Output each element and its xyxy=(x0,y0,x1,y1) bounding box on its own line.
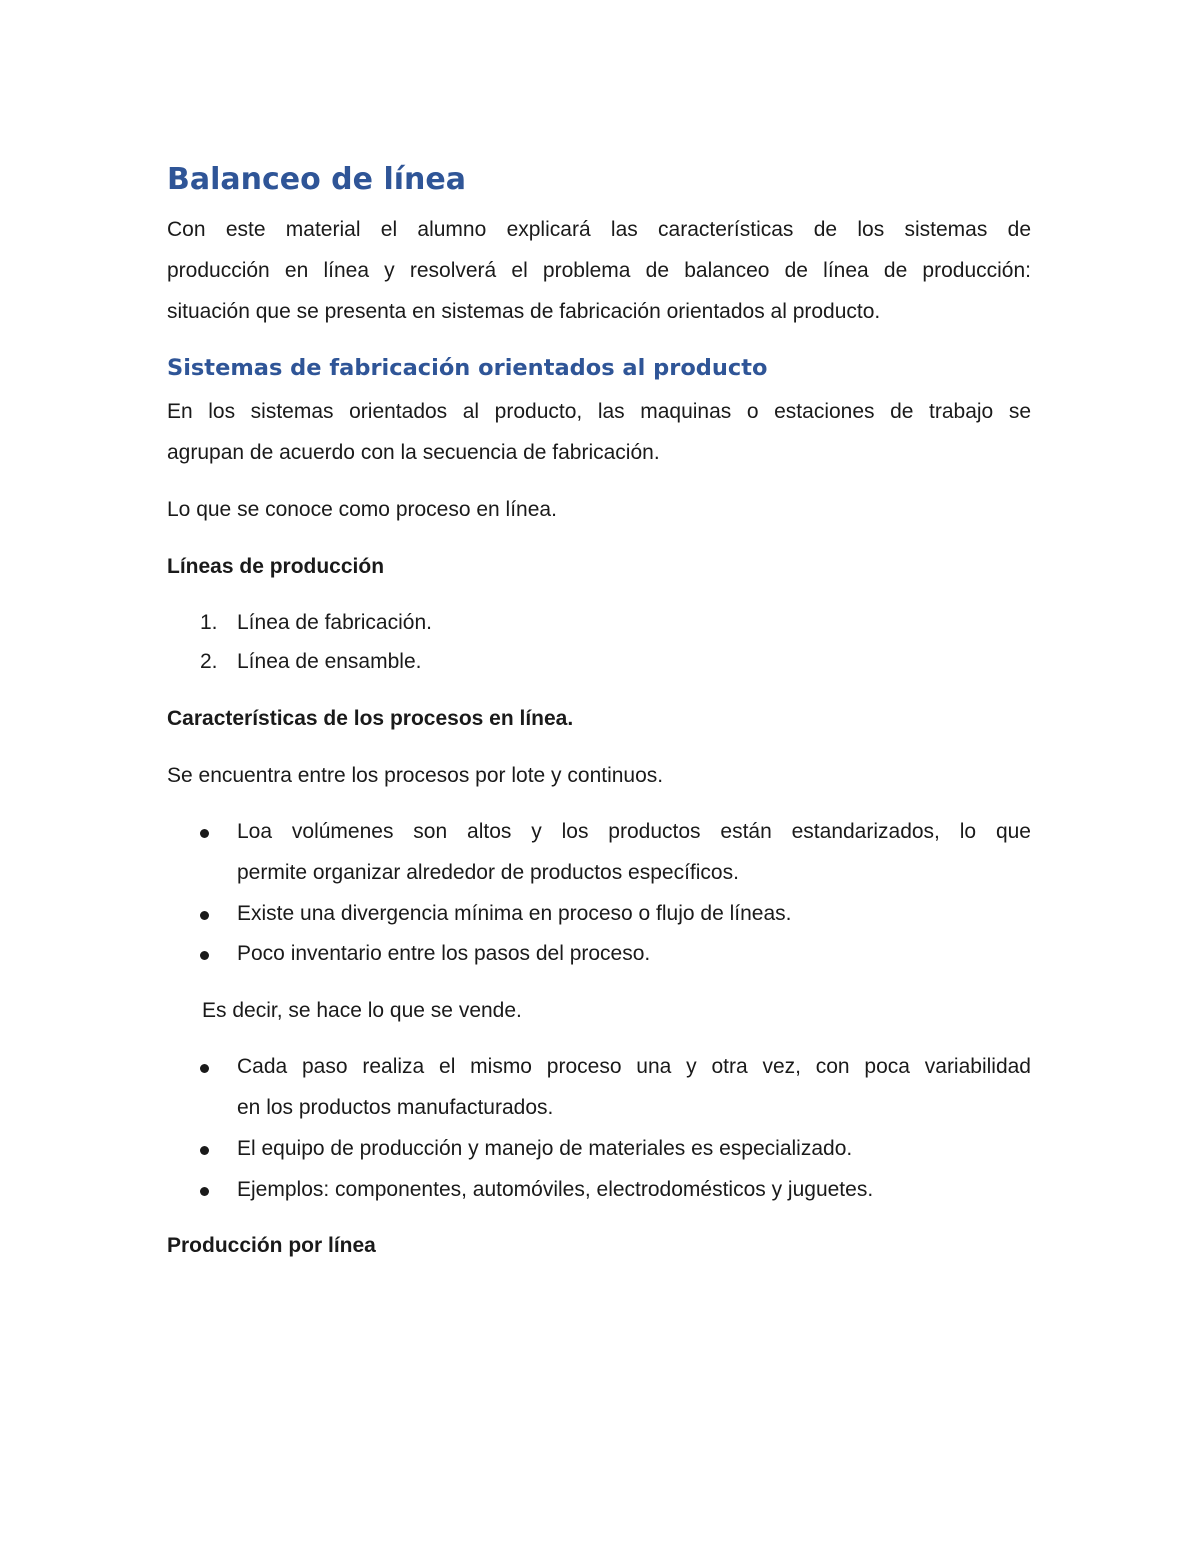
list-item: Línea de ensamble. xyxy=(237,650,422,673)
section-para-line-2: agrupan de acuerdo con la secuencia de fabricación. xyxy=(167,441,660,464)
intro-line-1: Con este material el alumno explicará las características de los sistemas de xyxy=(167,218,1031,241)
bullet-icon xyxy=(200,911,209,920)
section-para-line-1: En los sistemas orientados al producto, las maquinas o estaciones de trabajo se xyxy=(167,400,1031,423)
lineas-heading: Líneas de producción xyxy=(167,555,385,578)
intro-line-3: situación que se presenta en sistemas de fabricación orientados al producto. xyxy=(167,300,881,323)
bullet-icon xyxy=(200,1064,209,1073)
list-item: Loa volúmenes son altos y los productos están estandarizados, lo que xyxy=(237,820,1031,843)
section-heading: Sistemas de fabricación orientados al producto xyxy=(167,355,768,381)
bullet-icon xyxy=(200,1187,209,1196)
list-item-continuation: en los productos manufacturados. xyxy=(237,1096,554,1119)
list-number: 1. xyxy=(200,611,218,634)
caracteristicas-intro: Se encuentra entre los procesos por lote y continuos. xyxy=(167,764,664,787)
list-number: 2. xyxy=(200,650,218,673)
list-item: Cada paso realiza el mismo proceso una y otra vez, con poca variabilidad xyxy=(237,1055,1031,1078)
caracteristicas-heading: Características de los procesos en línea. xyxy=(167,707,574,730)
list-item: Poco inventario entre los pasos del proceso. xyxy=(237,942,651,965)
list-item: Línea de fabricación. xyxy=(237,611,432,634)
bullet-icon xyxy=(200,1146,209,1155)
list-item: El equipo de producción y manejo de materiales es especializado. xyxy=(237,1137,853,1160)
section-para-2: Lo que se conoce como proceso en línea. xyxy=(167,498,557,521)
produccion-heading: Producción por línea xyxy=(167,1234,376,1257)
list-item-continuation: permite organizar alrededor de productos específicos. xyxy=(237,861,739,884)
list-item: Ejemplos: componentes, automóviles, electrodomésticos y juguetes. xyxy=(237,1178,874,1201)
bullet-icon xyxy=(200,829,209,838)
intro-line-2: producción en línea y resolverá el problema de balanceo de línea de producción: xyxy=(167,259,1031,282)
bullet-icon xyxy=(200,951,209,960)
list-item: Existe una divergencia mínima en proceso o flujo de líneas. xyxy=(237,902,792,925)
page-title: Balanceo de línea xyxy=(167,162,466,197)
middle-text: Es decir, se hace lo que se vende. xyxy=(202,999,522,1022)
